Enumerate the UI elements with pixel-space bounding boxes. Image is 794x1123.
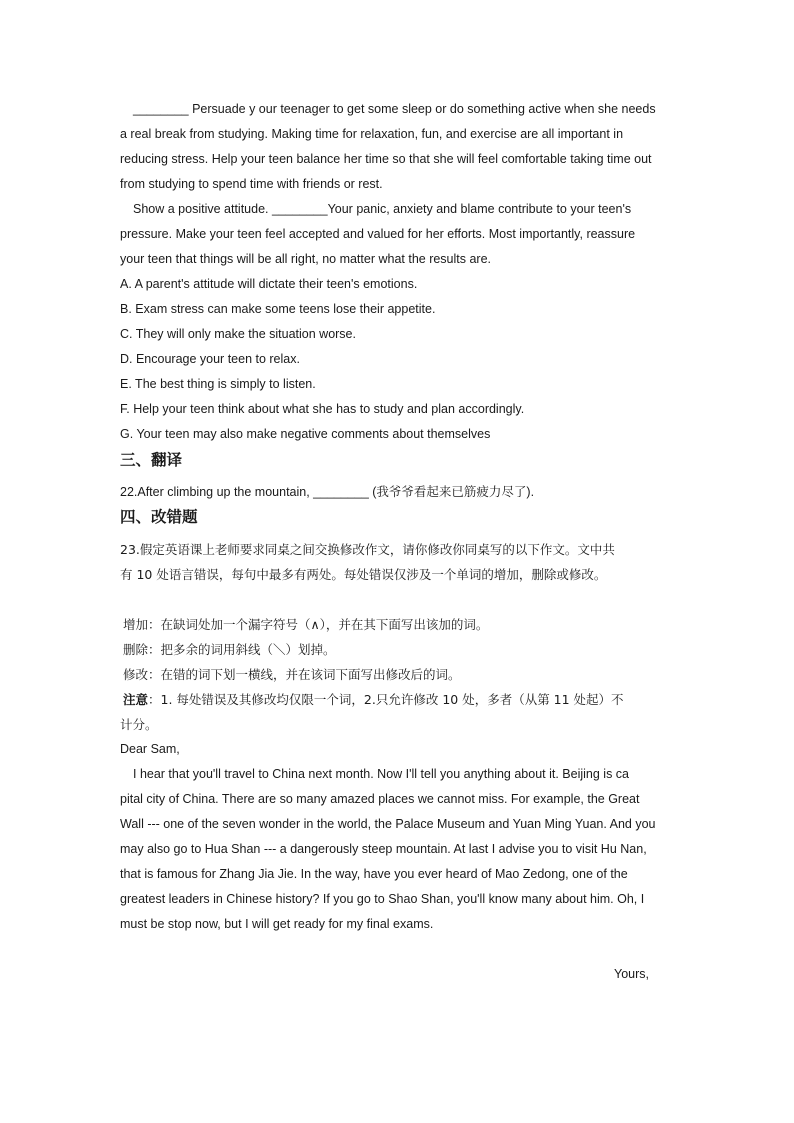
letter-line-5: that is famous for Zhang Jia Jie. In the way, have you ever heard of Mao Zedong, one of the (120, 867, 628, 881)
letter-signoff: Yours, (614, 967, 649, 981)
option-d: D. Encourage your teen to relax. (120, 352, 300, 366)
section-heading-error-correction: 四、改错题 (120, 508, 198, 526)
letter-line-6: greatest leaders in Chinese history? If you go to Shao Shan, you'll know many about him. Oh, I (120, 892, 645, 906)
passage-line-4: from studying to spend time with friends or rest. (120, 177, 383, 191)
letter-line-2: pital city of China. There are so many amazed places we cannot miss. For example, the Great (120, 792, 640, 806)
letter-greeting: Dear Sam, (120, 742, 180, 756)
section-heading-translation: 三、翻译 (120, 451, 183, 469)
instruction-note (123, 691, 683, 709)
question-23-line-1: 23.假定英语课上老师要求同桌之间交换修改作文，请你修改你同桌写的以下作文。文中共 (120, 542, 615, 557)
letter-line-1: I hear that you'll travel to China next month. Now I'll tell you anything about it. Beijing is ca (133, 767, 630, 781)
instruction-add: 增加：在缺词处加一个漏字符号（∧），并在其下面写出该加的词。 (123, 617, 489, 632)
passage-line-1: ________ Persuade y our teenager to get some sleep or do something active when she needs (133, 102, 656, 116)
letter-line-4: may also go to Hua Shan --- a dangerously steep mountain. At last I advise you to visit Hu Nan, (120, 842, 647, 856)
passage-line-7: your teen that things will be all right, no matter what the results are. (120, 252, 492, 266)
passage-line-6: pressure. Make your teen feel accepted and valued for her efforts. Most importantly, reassure (120, 227, 636, 241)
option-e: E. The best thing is simply to listen. (120, 377, 316, 391)
instruction-delete: 删除：把多余的词用斜线（＼）划掉。 (123, 642, 336, 657)
letter-line-3: Wall --- one of the seven wonder in the world, the Palace Museum and Yuan Ming Yuan. And you (120, 817, 656, 831)
option-b: B. Exam stress can make some teens lose their appetite. (120, 302, 436, 316)
passage-line-5: Show a positive attitude. ________Your panic, anxiety and blame contribute to your teen's (133, 202, 632, 216)
instruction-modify: 修改：在错的词下划一横线，并在该词下面写出修改后的词。 (123, 667, 461, 682)
question-22: 22.After climbing up the mountain, ________ (我爷爷看起来已筋疲力尽了). (120, 485, 535, 499)
option-g: G. Your teen may also make negative comments about themselves (120, 427, 491, 441)
letter-line-7: must be stop now, but I will get ready for my final exams. (120, 917, 434, 931)
option-f: F. Help your teen think about what she has to study and plan accordingly. (120, 402, 525, 416)
option-a: A. A parent's attitude will dictate their teen's emotions. (120, 277, 418, 291)
passage-line-2: a real break from studying. Making time for relaxation, fun, and exercise are all important in (120, 127, 624, 141)
note-text: ：1. 每处错误及其修改均仅限一个词，2.只允许修改 10 处，多者（从第 11 处起）不 (148, 692, 624, 707)
option-c: C. They will only make the situation worse. (120, 327, 356, 341)
passage-line-3: reducing stress. Help your teen balance her time so that she will feel comfortable taking time out (120, 152, 652, 166)
instruction-note-line-2: 计分。 (120, 717, 158, 732)
question-23-line-2: 有 10 处语言错误，每句中最多有两处。每处错误仅涉及一个单词的增加，删除或修改。 (120, 567, 607, 582)
note-label: 注意 (123, 692, 149, 707)
